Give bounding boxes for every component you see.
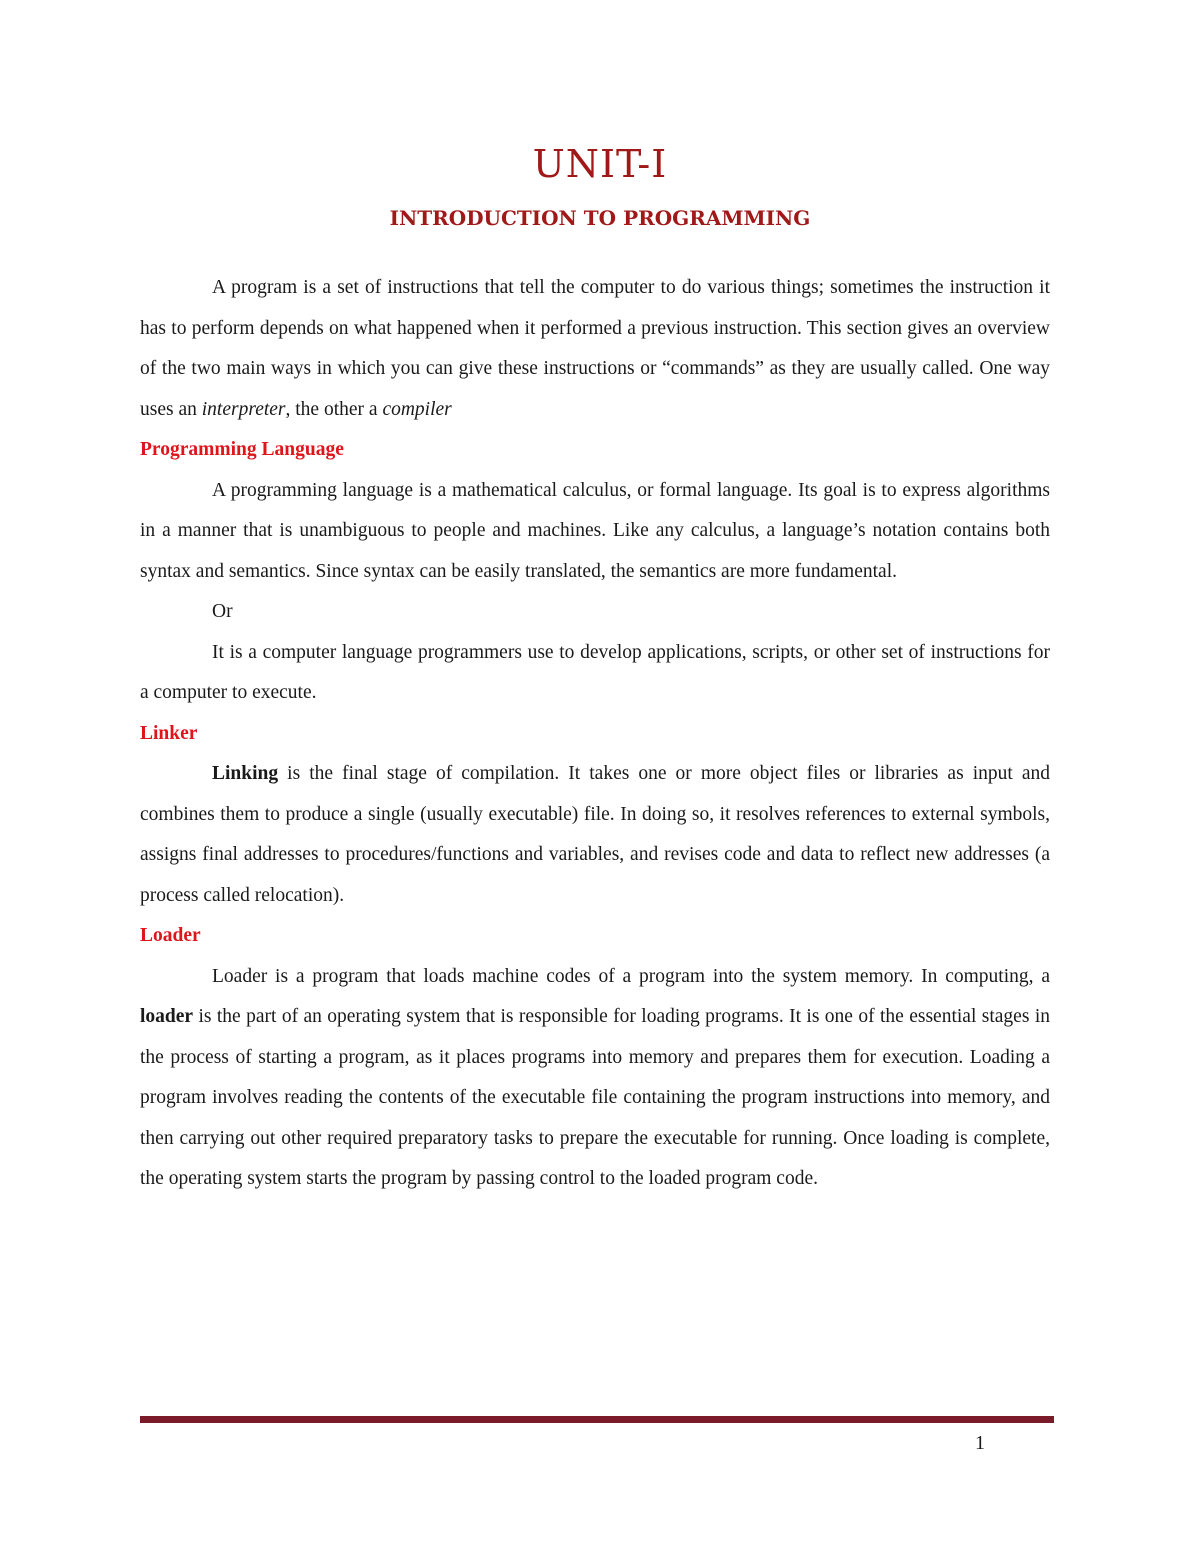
interpreter-term: interpreter: [201, 398, 286, 420]
programming-language-alt-paragraph: It is a computer language programmers use to develop applications, scripts, or other set of instructions for a computer to execute.: [140, 641, 1050, 703]
programming-language-paragraph: A programming language is a mathematical calculus, or formal language. Its goal is to express algorithms in a manner that is unambiguous to people and machines. Like any calculus, a language’s notation contains both syntax and semantics. Since syntax can be easily translated, the semantics are more fundamental.: [140, 479, 1050, 582]
chapter-title: INTRODUCTION TO PROGRAMMING: [389, 206, 811, 230]
intro-paragraph: [140, 268, 1050, 430]
footer-rule: [140, 1416, 1054, 1423]
intro-text: A program is a set of instructions that tell the computer to do various things; sometimes the instruction it has to perform depends on what happened when it performed a previous instruction. This section gives an overview of the two main ways in which you can give these instructions or “commands” as they are usually called. One way uses an: [140, 277, 1050, 420]
loader-text-before: Loader is a program that loads machine codes of a program into the system memory. In computing, a: [212, 965, 1050, 987]
section-heading-linker: Linker: [140, 722, 198, 744]
or-separator: Or: [212, 601, 233, 622]
intro-text-mid: , the other a: [285, 398, 383, 420]
section-heading-loader: Loader: [140, 925, 201, 946]
section-heading-programming-language: Programming Language: [140, 439, 344, 460]
linker-paragraph: [140, 754, 1050, 916]
unit-title: UNIT-I: [532, 142, 668, 186]
linker-text: is the final stage of compilation. It takes one or more object files or libraries as input and combines them to produce a single (usually executable) file. In doing so, it resolves references to external symbols, assigns final addresses to procedures/functions and variables, and revises code and data to reflect new addresses (a process called relocation).: [140, 763, 1050, 906]
loader-text-after: is the part of an operating system that is responsible for loading programs. It is one of the essential stages in the process of starting a program, as it places programs into memory and prepares them for execution. Loading a program involves reading the contents of the executable file containing the program instructions into memory, and then carrying out other required preparatory tasks to prepare the executable for running. Once loading is complete, the operating system starts the program by passing control to the loaded program code.: [140, 1006, 1050, 1189]
document-body: [140, 268, 1050, 1200]
compiler-term: compiler: [382, 398, 452, 420]
linking-term: Linking: [212, 763, 279, 784]
loader-term: loader: [140, 1006, 194, 1027]
loader-paragraph: [140, 957, 1050, 1200]
page-number: 1: [975, 1432, 985, 1454]
